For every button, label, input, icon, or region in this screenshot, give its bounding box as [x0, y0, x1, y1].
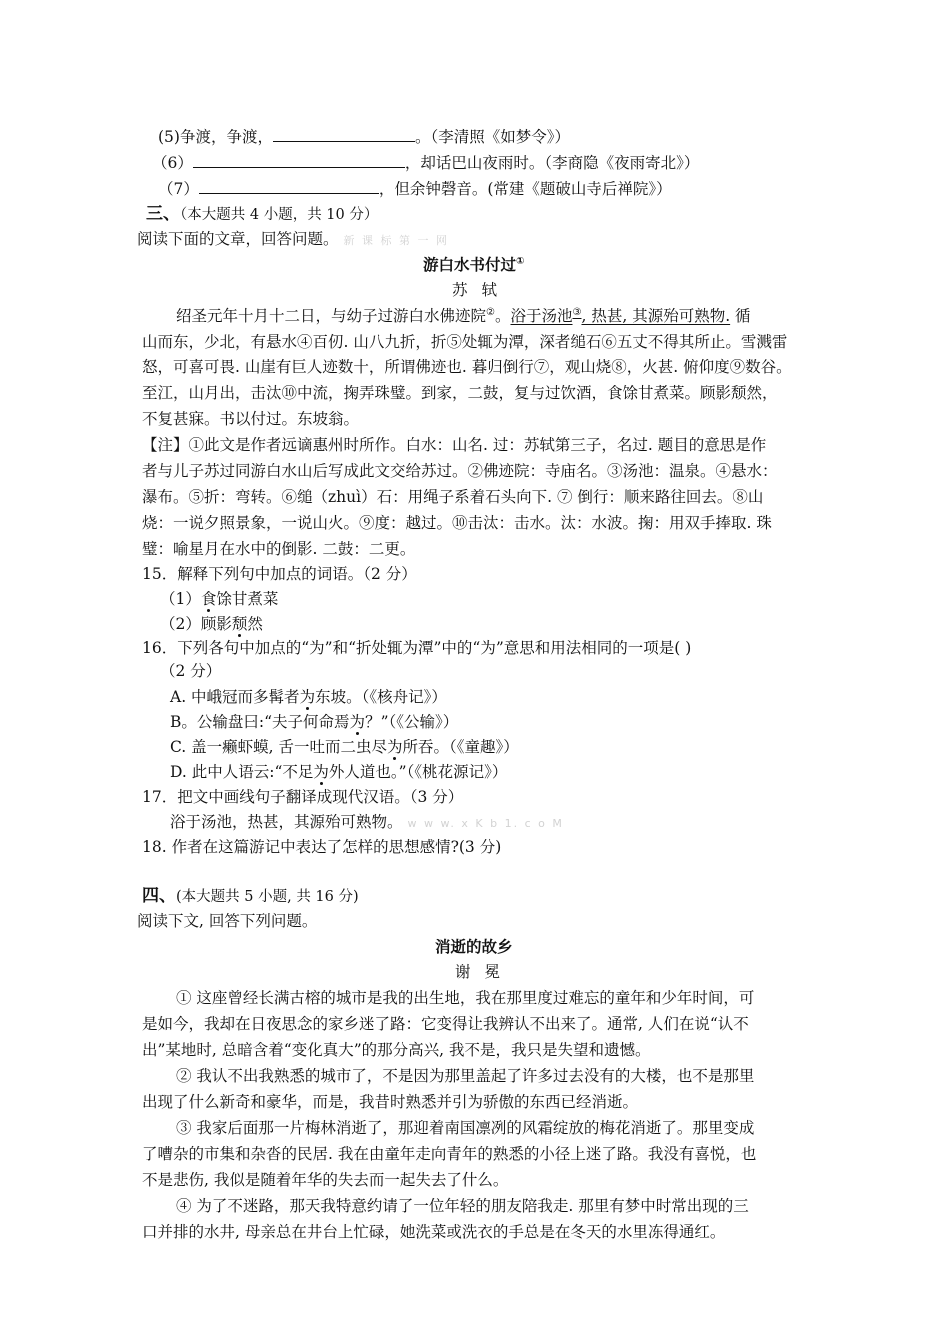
section3-description: （本大题共 4 小题，共 10 分） [180, 207, 379, 223]
passage1-line-2: 山而东，少北，有悬水④百仞. 山八九折，折⑤处辄为潭，深者缒石⑥五丈不得其所止。雪溅雷 [142, 333, 788, 351]
question-16-option-a[interactable] [170, 684, 447, 710]
q15-1-dotted-word: 食 [200, 590, 217, 608]
option-b-dotted: 为 [349, 713, 366, 731]
option-b-post: ？”（《公输》） [365, 713, 459, 731]
section4-description: (本大题共 5 小题, 共 16 分) [176, 889, 359, 905]
q15-2-prefix: （2）顾影 [160, 615, 232, 633]
section4-instruction: 阅读下文, 回答下列问题。 [137, 912, 318, 930]
passage1-line-1-b: 。 [494, 307, 511, 325]
option-a-pre: A. 中峨冠而多髯者 [170, 688, 300, 706]
question-15-item-2 [160, 611, 263, 637]
passage1-line-1-c: 循 [730, 307, 751, 325]
question-16: 16．下列各句中加点的“为”和“折处辄为潭”中的“为”意思和用法相同的一项是( ) [142, 639, 692, 657]
option-d-pre: D. 此中人语云:“不足 [170, 763, 314, 781]
option-a-dotted: 为 [299, 688, 316, 706]
passage2-line-7: 了嘈杂的市集和杂沓的民居. 我在由童年走向青年的熟悉的小径上迷了路。我没有喜悦，也 [142, 1145, 757, 1163]
passage2-line-2: 是如今，我却在日夜思念的家乡迷了路：它变得让我辨认不出来了。通常, 人们在说“认不 [142, 1015, 749, 1033]
q6-answer-blank[interactable] [193, 149, 405, 168]
option-c-pre: C. 盖一癞虾蟆, 舌一吐而二虫尽 [170, 738, 388, 756]
passage1-line-5: 不复甚寐。书以付过。东坡翁。 [142, 410, 360, 428]
passage1-line-3: 怒，可喜可畏. 山崖有巨人迹数十，所谓佛迹也. 暮归倒行⑦，观山烧⑧，火甚. 俯仰度⑨数谷。 [142, 358, 792, 376]
question-16-option-c[interactable] [170, 734, 519, 760]
passage1-author: 苏轼 [452, 281, 512, 299]
option-d-dotted: 为 [313, 763, 329, 781]
notes-line-4: 烧：一说夕照景象，一说山火。⑨度：越过。⑩击汰：击水。汰：水波。掬：用双手捧取. 珠 [142, 514, 772, 532]
underlined-sentence-part-2: , 热甚, 其源殆可熟物. [581, 307, 731, 325]
question-17-sentence: 浴于汤池，热甚，其源殆可熟物。 [170, 813, 403, 831]
option-a-post: 东坡。（《核舟记》） [315, 688, 447, 706]
question-18: 18. 作者在这篇游记中表达了怎样的思想感情?(3 分) [142, 838, 502, 856]
passage1-title-text: 游白水书付过 [423, 256, 517, 274]
underlined-sentence-part-1: 浴于汤池 [510, 307, 573, 325]
question-17-sentence-line [170, 809, 564, 837]
passage1-note-ref-3: ③ [572, 306, 582, 318]
dictation-q5 [158, 123, 570, 150]
section4-heading [142, 883, 359, 910]
passage2-line-6: ③ 我家后面那一片梅林消逝了，那迎着南国凛冽的风霜绽放的梅花消逝了。那里变成 [176, 1119, 755, 1137]
passage2-line-1: ① 这座曾经长满古榕的城市是我的出生地，我在那里度过难忘的童年和少年时间，可 [176, 989, 755, 1007]
question-16-option-b[interactable] [170, 709, 458, 735]
q15-2-dotted-word: 颓 [231, 615, 248, 633]
passage2-line-9: ④ 为了不迷路，那天我特意约请了一位年轻的朋友陪我走. 那里有梦中时常出现的三 [176, 1197, 749, 1215]
question-15: 15．解释下列句中加点的词语。（2 分） [142, 565, 417, 583]
passage1-title-note: ① [516, 255, 525, 267]
q15-1-suffix: 馀甘煮菜 [216, 590, 279, 608]
question-17: 17．把文中画线句子翻译成现代汉语。（3 分） [142, 788, 464, 806]
question-16-option-d[interactable] [170, 759, 507, 785]
q6-prefix: （6） [152, 154, 193, 172]
option-d-post: 外人道也。”（《桃花源记》） [328, 763, 508, 781]
passage2-line-3: 出”某地时, 总暗含着“变化真大”的那分高兴, 我不是，我只是失望和遗憾。 [142, 1041, 651, 1059]
option-c-dotted: 为 [387, 738, 403, 756]
notes-line-1: 【注】①此文是作者远谪惠州时所作。白水：山名. 过：苏轼第三子，名过. 题目的意思是作 [142, 436, 767, 454]
q5-prefix: (5)争渡，争渡， [158, 128, 273, 146]
dictation-q7 [158, 175, 672, 202]
notes-line-3: 瀑布。⑤折：弯转。⑥缒（zhuì）石：用绳子系着石头向下. ⑦ 倒行：顺来路往回去。⑧山 [142, 488, 764, 506]
option-c-post: 所吞。（《童趣》） [402, 738, 519, 756]
q15-2-suffix: 然 [247, 615, 263, 633]
section3-heading [146, 201, 378, 228]
option-b-pre: B。公输盘曰:“夫子何命焉 [170, 713, 350, 731]
passage2-line-8: 不是悲伤, 我似是随着年华的失去而一起失去了什么。 [142, 1171, 509, 1189]
question-15-item-1 [160, 586, 278, 612]
section3-number: 三、 [146, 204, 180, 224]
watermark-url: w w w. x K b 1. c o M [407, 817, 564, 830]
question-16-score: （2 分） [160, 662, 222, 680]
passage2-line-10: 口并排的水井, 母亲总在井台上忙碌，她洗菜或洗衣的手总是在冬天的水里冻得通红。 [142, 1223, 726, 1241]
q5-answer-blank[interactable] [273, 123, 415, 142]
passage1-line-1 [176, 303, 751, 329]
q7-answer-blank[interactable] [199, 175, 379, 194]
notes-line-5: 璧：喻星月在水中的倒影. 二鼓：二更。 [142, 540, 416, 558]
passage2-line-5: 出现了什么新奇和豪华，而是，我昔时熟悉并引为骄傲的东西已经消逝。 [142, 1093, 639, 1111]
q7-suffix: ，但余钟磬音。(常建《题破山寺后禅院》） [378, 180, 672, 198]
q6-suffix: ，却话巴山夜雨时。（李商隐《夜雨寄北》） [404, 154, 700, 172]
passage1-note-ref-2: ② [486, 306, 495, 318]
passage2-author: 谢冕 [455, 963, 515, 981]
passage2-line-4: ② 我认不出我熟悉的城市了，不是因为那里盖起了许多过去没有的大楼，也不是那里 [176, 1067, 755, 1085]
section3-instruction: 阅读下面的文章，回答问题。 [137, 230, 339, 248]
section4-number: 四、 [142, 886, 176, 906]
q7-prefix: （7） [158, 180, 199, 198]
passage2-title: 消逝的故乡 [435, 938, 513, 956]
section3-instruction-line [137, 226, 449, 254]
q5-suffix: 。（李清照《如梦令》） [414, 128, 570, 146]
q15-1-prefix: （1） [160, 590, 201, 608]
dictation-q6 [152, 149, 699, 176]
passage1-title [423, 252, 524, 278]
notes-line-2: 者与儿子苏过同游白水山后写成此文交给苏过。②佛迹院：寺庙名。③汤池：温泉。④悬水： [142, 462, 778, 480]
passage1-line-1-a: 绍圣元年十月十二日，与幼子过游白水佛迹院 [176, 307, 487, 325]
passage1-line-4: 至江，山月出，击汰⑩中流，掬弄珠璧。到家，二鼓，复与过饮酒，食馀甘煮菜。顾影颓然， [142, 384, 778, 402]
watermark-text: 新 课 标 第 一 网 [343, 234, 449, 247]
